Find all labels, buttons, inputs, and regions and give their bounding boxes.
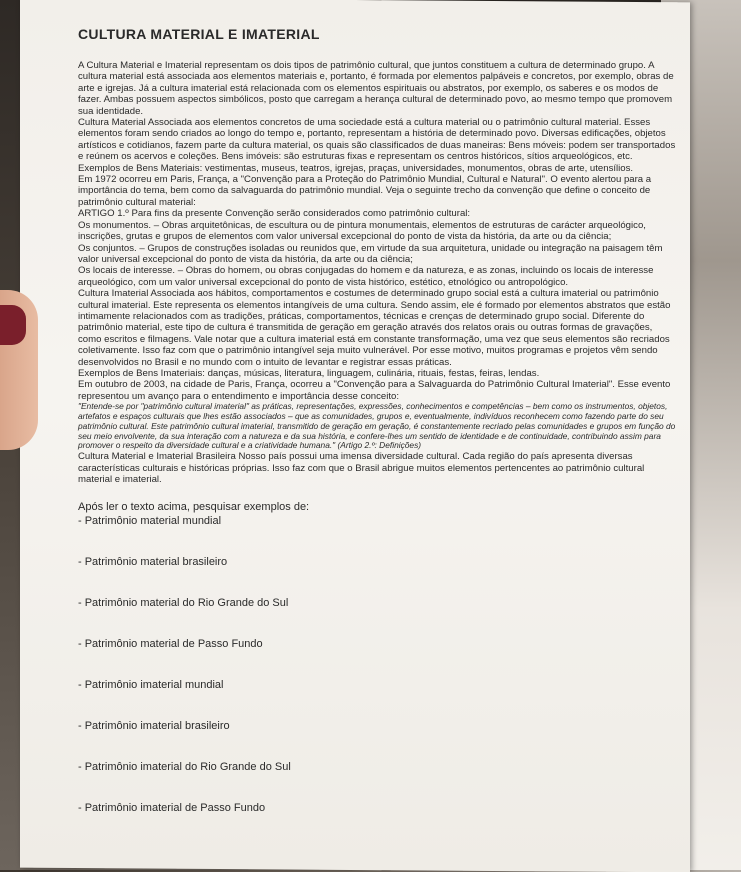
exercise-item: - Patrimônio material do Rio Grande do Sul (78, 597, 289, 610)
paragraph: A Cultura Material e Imaterial representam os dois tipos de patrimônio cultural, que juntos constituem a cultura de determinado grupo. A cultura material está associada aos elementos materiais e, portanto, é formada por elementos palpáveis e concretos, por exemplo, obras de arte e igrejas. Já a cultura imaterial está relacionada com os elementos espirituais ou abstratos, por exemplo, os saberes e os modos de fazer. Ambas possuem aspectos simbólicos, posto que carregam a herança cultural de determinado povo, ao mesmo tempo que promovem sua identidade. (78, 60, 674, 117)
exercise-item: - Patrimônio imaterial de Passo Fundo (78, 802, 266, 815)
paragraph: Em outubro de 2003, na cidade de Paris, França, ocorreu a "Convenção para a Salvaguarda do Patrimônio Cultural Imaterial". Esse evento representou um avanço para o entendimento e importância desse conceito: (78, 379, 671, 402)
paragraph: Os conjuntos. – Grupos de construções isoladas ou reunidos que, em virtude da sua arquitetura, unidade ou integração na paisagem têm valor universal excepcional do ponto de vista da história, da arte ou da ciência; (78, 242, 663, 265)
paragraph: Em 1972 ocorreu em Paris, França, a "Convenção para a Proteção do Patrimônio Mundial, Cultural e Natural". O evento alertou para a importância do tema, bem como da salvaguarda do patrimônio mundial. Veja o seguinte trecho da convenção que define o conceito de patrimônio cultural material: (78, 174, 652, 208)
paragraph: Os locais de interesse. – Obras do homem, ou obras conjugadas do homem e da natureza, e as zonas, incluindo os locais de interesse arqueológico, com um valor universal excepcional do ponto de vista histórico, estético, etnológico ou antropológico. (78, 265, 654, 288)
exercise-item: - Patrimônio imaterial do Rio Grande do Sul (78, 761, 291, 774)
exercise-item: - Patrimônio material brasileiro (78, 556, 228, 569)
closing-paragraph: Cultura Material e Imaterial Brasileira Nosso país possui uma imensa diversidade cultural. Cada região do país apresenta diversas características culturais e históricas próprias. Isso faz com que o Brasil abrigue muitos elementos pertencentes ao patrimônio cultural material e imaterial. (78, 451, 645, 485)
paragraph: Cultura Material Associada aos elementos concretos de uma sociedade está a cultura material ou o patrimônio cultural material. Esses elementos foram sendo criados ao longo do tempo e, portanto, representam a história de determinado povo. Diversas edificações, objetos artísticos e cotidianos, fazem parte da cultura material, os quais são classificados de duas maneiras: Bens móveis: podem ser transportados e reúnem os acervos e coleções. Bens imóveis: são estruturas fixas e representam os centros históricos, sítios arqueológicos, etc. (78, 117, 676, 163)
paragraph: Cultura Imaterial Associada aos hábitos, comportamentos e costumes de determinado grupo social está a cultura imaterial ou patrimônio cultural imaterial. Este representa os elementos intangíveis de uma cultura. Sendo assim, ele é formado por elementos abstratos que estão intimamente relacionados com as tradições, práticas, comportamentos, técnicas e crenças de determinado grupo social. Diferente do patrimônio material, este tipo de cultura é transmitida de geração em geração através dos relatos orais ou outras formas de gravações, como escritos e filmagens. Vale notar que a cultura imaterial está em constante transformação, uma vez que seus elementos são recriados coletivamente. Isso faz com que o patrimônio intangível seja muito vulnerável. Por esse motivo, muitos programas e projetos vêm sendo desenvolvidos no Brasil e no mundo com o intuito de levantar e registrar essas práticas. (78, 288, 671, 368)
paragraph: Exemplos de Bens Materiais: vestimentas, museus, teatros, igrejas, praças, universidades, monumentos, obras de arte, utensílios. (78, 162, 634, 174)
paragraph: ARTIGO 1.º Para fins da presente Convenção serão considerados como patrimônio cultural: (78, 208, 471, 220)
quote-block: "Entende-se por "patrimônio cultural imaterial" as práticas, representações, expressões, conhecimentos e competências – bem como os instrumentos, objetos, artefatos e espaços culturais que lhes estão associados – que as comunidades, grupos e, eventualmente, indivíduos reconhecem como fazendo parte do seu patrimônio cultural. Este patrimônio cultural imaterial, transmitido de geração em geração, é constantemente recriado pelas comunidades e grupos em função do seu meio envolvente, da sua interação com a natureza e da sua história, e confere-lhes um sentido de identidade e de continuidade, contribuindo assim para promover o respeito da diversidade cultural e a criatividade humana." (Artigo 2.º: Definições) (78, 401, 676, 451)
exercise-item: - Patrimônio material de Passo Fundo (78, 638, 263, 651)
exercise-list (78, 501, 678, 814)
exercise-item: - Patrimônio imaterial mundial (78, 679, 224, 692)
exercise-prompt: Após ler o texto acima, pesquisar exemplos de: (78, 501, 310, 514)
document-content (78, 26, 678, 843)
document-title: CULTURA MATERIAL E IMATERIAL (78, 26, 320, 42)
paragraph: Exemplos de Bens Imateriais: danças, músicas, literatura, linguagem, culinária, rituais, festas, feiras, lendas. (78, 367, 540, 379)
fingernail (0, 305, 26, 345)
exercise-item: - Patrimônio imaterial brasileiro (78, 720, 230, 733)
paragraph: Os monumentos. – Obras arquitetônicas, de escultura ou de pintura monumentais, elementos de estruturas de carácter arqueológico, inscrições, grutas e grupos de elementos com valor universal excepcional do ponto de vista da história, da arte ou da ciência; (78, 219, 646, 243)
exercise-item: - Patrimônio material mundial (78, 515, 222, 528)
